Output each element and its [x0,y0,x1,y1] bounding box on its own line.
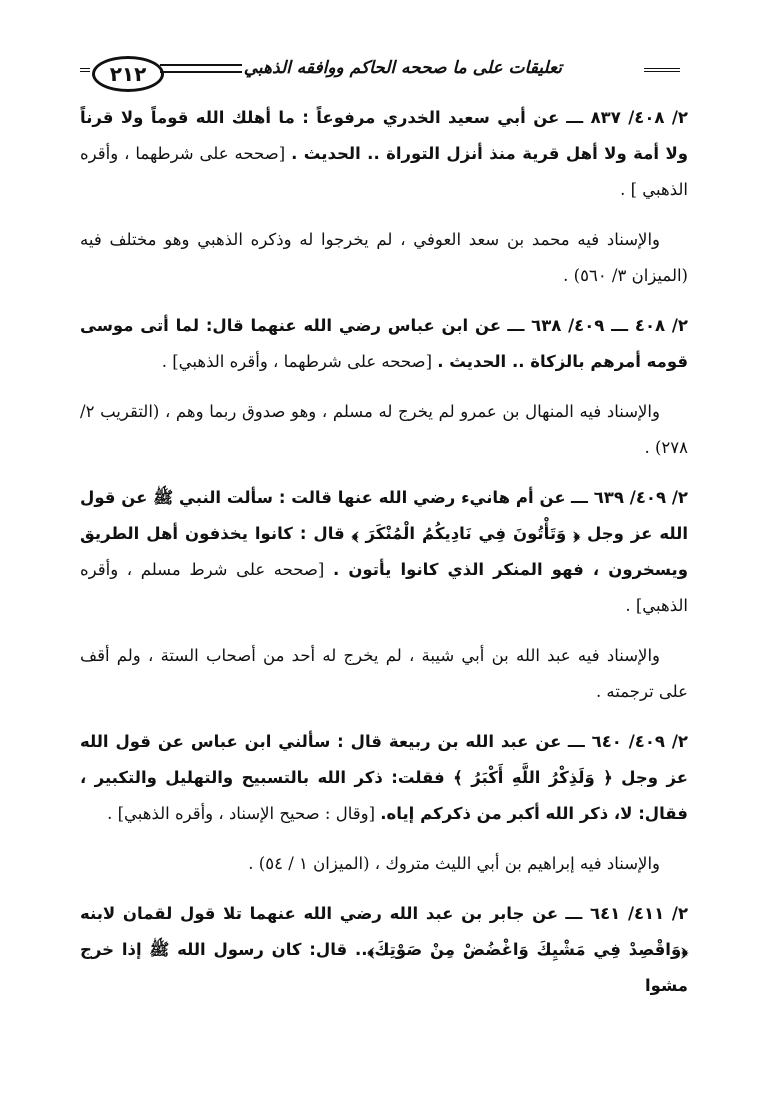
hadith-text: عن أبي سعيد الخدري مرفوعاً : ما أهلك الله قوماً ولا قرناً ولا أمة ولا أهل قرية منذ أنزل التوراة .. الحديث . [80,108,688,163]
hadith-grading: [صححه على شرط مسلم ، وأقره الذهبي] . [80,560,688,615]
isnad-comment: والإسناد فيه المنهال بن عمرو لم يخرج له مسلم ، وهو صدوق ربما وهم ، (التقريب ٢/ ٢٧٨) . [80,402,688,457]
hadith-text: عن عبد الله بن ربيعة قال : سألني ابن عباس عن قول الله عز وجل ﴿ وَلَذِكْرُ اللَّهِ أَكْبَرُ ﴾ فقلت: ذكر الله بالتسبيح والتهليل والتكبير ، فقال: لا، ذكر الله أكبر من ذكركم إياه. [80,732,688,823]
hadith-text: عن ابن عباس رضي الله عنهما قال: لما أتى موسى قومه أمرهم بالزكاة .. الحديث . [80,316,688,371]
hadith-text: عن جابر بن عبد الله رضي الله عنهما تلا قول لقمان لابنه ﴿وَاقْصِدْ فِي مَشْيِكَ وَاغْضُضْ مِنْ صَوْتِكَ﴾.. قال: كان رسول الله ﷺ إذا خرج مشوا [80,904,688,995]
isnad-comment: والإسناد فيه عبد الله بن أبي شيبة ، لم يخرج له أحد من أصحاب الستة ، ولم أقف على ترجمته . [80,646,688,701]
hadith-reference: ٢/ ٤٠٩/ ٦٤٠ ـــ [567,732,688,751]
page-number: ٢١٢ [92,56,164,92]
hadith-text: عن أم هانيء رضي الله عنها قالت : سألت النبي ﷺ عن قول الله عز وجل ﴿ وَتَأْتُونَ فِي نَادِيكُمُ الْمُنْكَرَ ﴾ قال : كانوا يخذفون أهل الطريق ويسخرون ، فهو المنكر الذي كانوا يأتون . [80,488,688,579]
header-rule-right [644,68,680,72]
hadith-entry [80,724,688,832]
header-rule-mid-bottom [160,71,242,73]
isnad-comment: والإسناد فيه محمد بن سعد العوفي ، لم يخرجوا له وذكره الذهبي وهو مختلف فيه (الميزان ٣/ ٥٦٠) . [80,230,688,285]
hadith-reference: ٢/ ٤٠٩/ ٦٣٩ ـــ [570,488,688,507]
header-rule-mid-top [160,64,242,66]
page-body [80,100,688,1018]
running-header [80,50,680,94]
hadith-reference: ٢/ ٤٠٨ ـــ ٤٠٩/ ٦٣٨ ـــ [507,316,688,335]
hadith-entry [80,100,688,208]
hadith-grading: [صححه على شرطهما ، وأقره الذهبي ] . [80,144,688,199]
hadith-entry [80,480,688,624]
hadith-grading: [وقال : صحيح الإسناد ، وأقره الذهبي] . [107,804,376,823]
hadith-reference: ٢/ ٤١١/ ٦٤١ ـــ [565,904,689,923]
hadith-reference: ٢/ ٤٠٨/ ٨٣٧ ـــ [566,108,688,127]
hadith-grading: [صححه على شرطهما ، وأقره الذهبي] . [161,352,433,371]
hadith-entry [80,896,688,1004]
hadith-entry [80,308,688,380]
isnad-comment: والإسناد فيه إبراهيم بن أبي الليث متروك ، (الميزان ١ / ٥٤) . [248,854,660,873]
header-rule-left [80,68,90,72]
header-title: تعليقات على ما صححه الحاكم ووافقه الذهبي [243,58,562,78]
